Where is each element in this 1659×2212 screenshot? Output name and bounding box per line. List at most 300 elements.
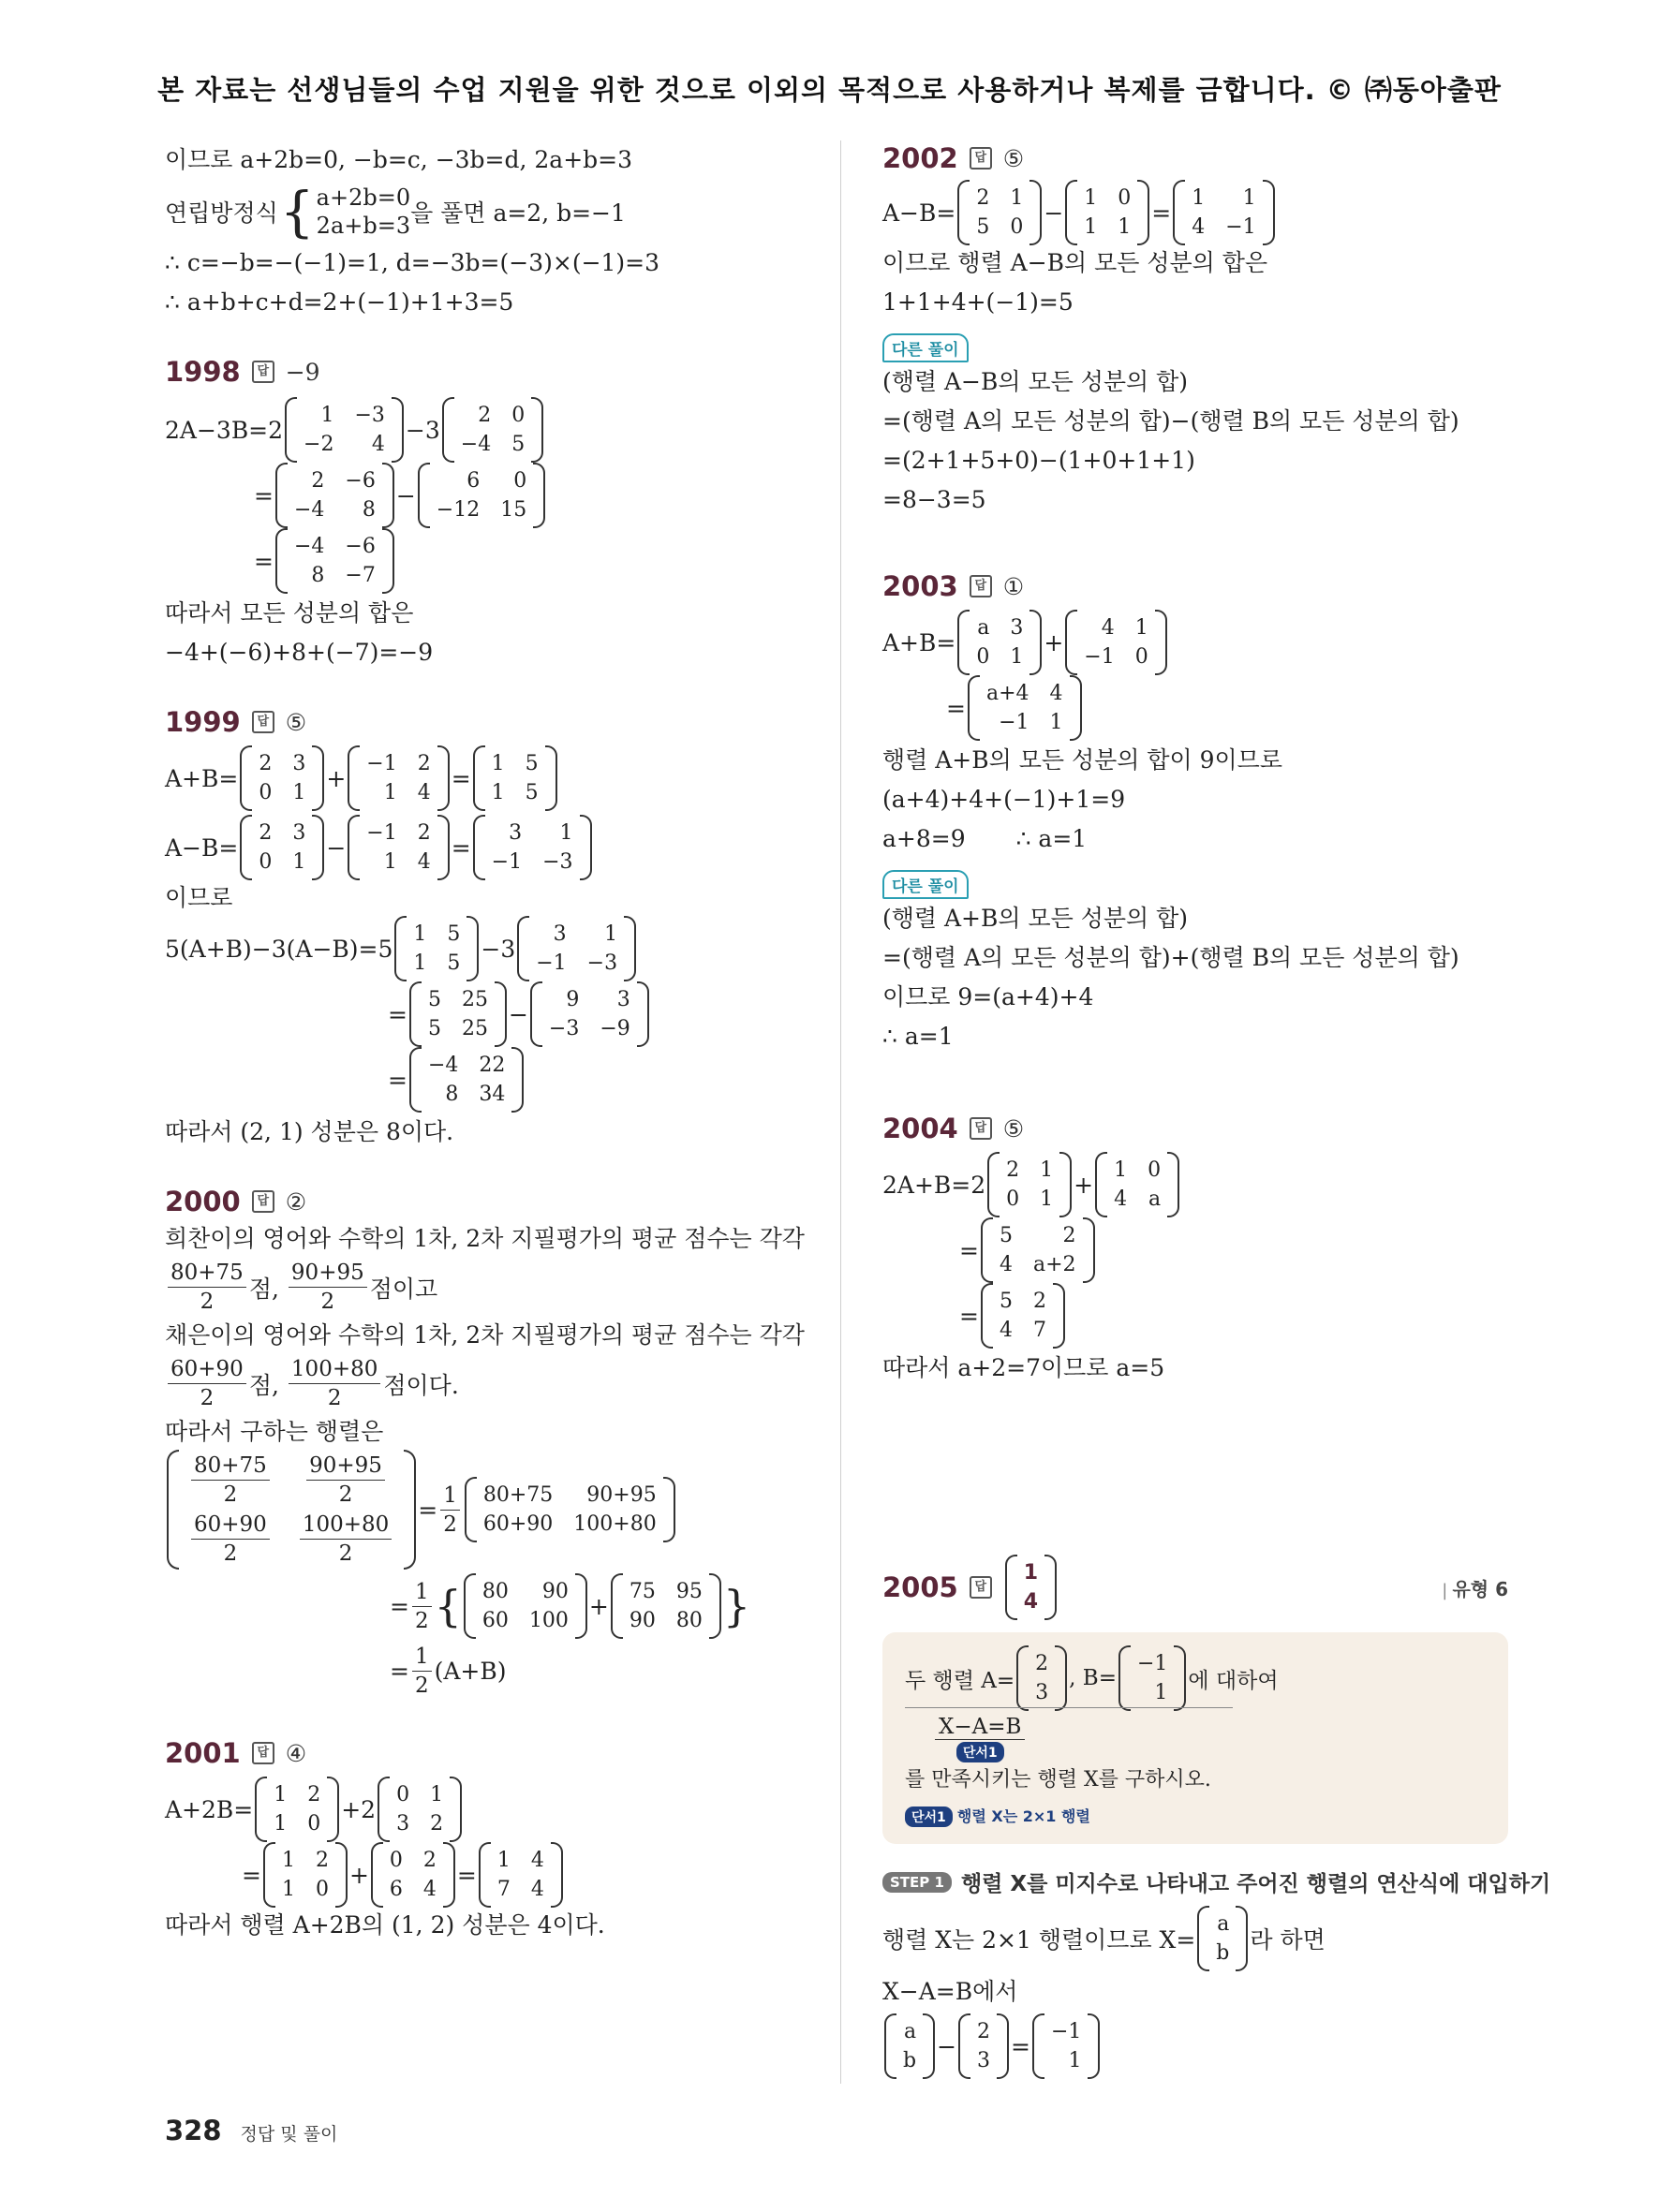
expr: A−B= xyxy=(165,833,239,862)
matrix xyxy=(473,815,592,880)
math-row xyxy=(882,1906,1326,1971)
fraction: $\frac{60+90}{2}$ xyxy=(191,1512,270,1566)
matrix-cell: 1 xyxy=(413,951,427,975)
equals: = xyxy=(451,764,471,792)
matrix-cell: 1 xyxy=(1134,616,1148,640)
math-row xyxy=(165,815,802,880)
text: 두 행렬 A= xyxy=(905,1668,1015,1693)
matrix-cell: 2 xyxy=(417,821,431,845)
problem-2005-header xyxy=(882,1555,1508,1620)
matrix-cell: a xyxy=(1148,1187,1162,1211)
equals: = xyxy=(390,1592,409,1620)
math-row xyxy=(882,180,1519,245)
matrix-cell: 0 xyxy=(1118,186,1132,210)
answer-icon: 답 xyxy=(252,1190,274,1213)
matrix-cell: −1 xyxy=(1051,2020,1082,2043)
matrix-cell: 1 xyxy=(496,1849,511,1872)
expr: (A+B) xyxy=(434,1658,507,1685)
matrix-cell: 22 xyxy=(479,1054,506,1077)
expr: A+B= xyxy=(165,764,239,792)
equals: = xyxy=(959,1236,979,1264)
matrix-cell: 4 xyxy=(999,1319,1013,1342)
math-row xyxy=(959,1217,1519,1283)
answer-icon: 답 xyxy=(970,1117,992,1140)
problem-2000-header xyxy=(165,1186,802,1217)
problem-1999-header xyxy=(165,706,802,738)
matrix-cell: a xyxy=(977,616,990,640)
hint-badge: 단서1 xyxy=(956,1742,1004,1762)
matrix xyxy=(240,745,324,811)
matrix-cell: 2 xyxy=(430,1812,444,1836)
matrix xyxy=(1065,610,1166,675)
answer-icon: 답 xyxy=(252,711,274,733)
left-column xyxy=(165,140,805,1939)
matrix-cell: 1 xyxy=(1023,1561,1039,1585)
equation-system xyxy=(278,180,411,243)
matrix-cell: 9 xyxy=(566,988,580,1011)
text: 점이고 xyxy=(369,1275,438,1303)
text-line: 희찬이의 영어와 수학의 1차, 2차 지필평가의 평균 점수는 각각 xyxy=(165,1225,805,1252)
matrix-cell: −1 xyxy=(999,711,1029,734)
problem-number: 2002 xyxy=(882,142,958,174)
text: 라 하면 xyxy=(1250,1926,1326,1954)
matrix-cell: 1 xyxy=(281,1878,295,1901)
matrix-cell: −3 xyxy=(354,404,385,427)
matrix xyxy=(263,1842,348,1908)
matrix xyxy=(442,397,543,463)
matrix-cell: 1 xyxy=(430,1783,444,1806)
matrix-cell: 2 xyxy=(259,821,273,845)
matrix-cell: −2 xyxy=(304,433,334,456)
problem-2004-header xyxy=(882,1113,1519,1144)
matrix xyxy=(530,981,649,1047)
matrix xyxy=(394,916,479,981)
minus: − xyxy=(1044,199,1064,227)
matrix-cell: 5 xyxy=(511,433,526,456)
matrix-cell: 3 xyxy=(509,821,523,845)
matrix-cell: −6 xyxy=(345,535,376,558)
math-row xyxy=(165,1450,802,1570)
matrix-cell: 2 xyxy=(417,752,431,775)
matrix-cell: −1 xyxy=(366,821,397,845)
matrix-cell: 4 xyxy=(422,1878,437,1901)
matrix-cell: b xyxy=(1216,1941,1230,1965)
problem-2001-header xyxy=(165,1737,802,1769)
matrix-cell: 1 xyxy=(1010,645,1024,669)
equals: = xyxy=(451,833,471,862)
matrix-cell: 1 xyxy=(281,1849,295,1872)
matrix-cell: 0 xyxy=(259,850,273,874)
math-row xyxy=(165,745,802,811)
matrix-cell: 1 xyxy=(1049,711,1063,734)
fraction: $\frac{1}{2}$ xyxy=(412,1644,432,1698)
matrix-cell: 2 xyxy=(1062,1224,1076,1247)
problem-2003-header xyxy=(882,570,1519,602)
text-line: =8−3=5 xyxy=(882,486,986,513)
matrix-cell: a xyxy=(1217,1912,1230,1936)
math-row xyxy=(165,397,802,463)
text-line: 따라서 (2, 1) 성분은 8이다. xyxy=(165,1118,454,1145)
fraction-matrix xyxy=(167,1450,416,1570)
matrix-cell: 5 xyxy=(999,1224,1013,1247)
fraction: $\frac{1}{2}$ xyxy=(440,1483,460,1537)
matrix-cell: 1 xyxy=(1192,186,1206,210)
brace: { xyxy=(434,1581,462,1631)
matrix xyxy=(348,745,449,811)
matrix-cell: 0 xyxy=(389,1849,403,1872)
matrix-cell: 1 xyxy=(383,781,397,804)
problem-1998-header xyxy=(165,356,802,388)
text-line xyxy=(882,825,1519,853)
equals: = xyxy=(242,1861,261,1889)
box-line-3: 를 만족시키는 행렬 X를 구하시오. xyxy=(905,1768,1211,1792)
matrix-cell: 60 xyxy=(481,1609,509,1632)
equals: = xyxy=(1151,199,1172,227)
matrix-cell: 34 xyxy=(479,1083,506,1106)
expr: A+2B= xyxy=(165,1795,254,1823)
matrix-cell: 0 xyxy=(396,1783,410,1806)
matrix-cell: 1 xyxy=(491,752,505,775)
matrix xyxy=(958,2013,1009,2079)
matrix xyxy=(1173,180,1274,245)
box-underline xyxy=(905,1707,1233,1708)
equals: = xyxy=(456,1861,477,1889)
matrix-cell: 1 xyxy=(1242,186,1256,210)
expr: 5(A+B)−3(A−B)=5 xyxy=(165,935,393,963)
matrix-cell: 100+80 xyxy=(573,1512,657,1536)
matrix-cell: 4 xyxy=(417,850,431,874)
minus: − xyxy=(508,1000,528,1028)
math-row xyxy=(882,2013,1102,2079)
math-row xyxy=(242,1842,802,1908)
text-line: (a+4)+4+(−1)+1=9 xyxy=(882,786,1126,813)
minus: − xyxy=(395,481,416,509)
matrix xyxy=(285,397,404,463)
matrix-cell: 1 xyxy=(292,781,306,804)
problem-2005-title xyxy=(882,1555,1059,1620)
matrix-cell: 95 xyxy=(675,1580,703,1603)
text: , B= xyxy=(1069,1666,1117,1690)
matrix-cell: −4 xyxy=(460,433,492,456)
text-line: 이므로 9=(a+4)+4 xyxy=(882,983,1094,1010)
matrix xyxy=(409,1047,524,1113)
intro-system-label: 연립방정식 xyxy=(165,199,278,227)
plus: + xyxy=(326,764,347,792)
matrix-cell: 1 xyxy=(604,922,618,946)
matrix-cell: 5 xyxy=(447,922,461,946)
text-line: =(행렬 A의 모든 성분의 합)+(행렬 B의 모든 성분의 합) xyxy=(882,944,1459,971)
text-line: =(2+1+5+0)−(1+0+1+1) xyxy=(882,447,1195,474)
plus: + xyxy=(1074,1171,1094,1199)
matrix-cell: 4 xyxy=(1023,1590,1039,1614)
matrix-cell: 0 xyxy=(513,469,527,493)
matrix-cell: 5 xyxy=(525,781,539,804)
matrix-cell: 80+75 xyxy=(482,1483,554,1507)
matrix xyxy=(409,981,507,1047)
matrix-cell: 0 xyxy=(1134,645,1148,669)
minus: − xyxy=(326,833,347,862)
matrix-cell: 1 xyxy=(274,1783,288,1806)
matrix-cell: 15 xyxy=(500,498,527,522)
expr: −3 xyxy=(405,416,440,444)
matrix-cell: −1 xyxy=(1136,1652,1168,1675)
matrix-cell: 2 xyxy=(315,1849,329,1872)
matrix-cell: 5 xyxy=(525,752,539,775)
separator: | xyxy=(1442,1580,1448,1600)
text-line: 채은이의 영어와 수학의 1차, 2차 지필평가의 평균 점수는 각각 xyxy=(165,1321,805,1349)
matrix-cell: 4 xyxy=(417,781,431,804)
matrix-cell: 2 xyxy=(1006,1158,1020,1182)
matrix-cell: 0 xyxy=(1148,1158,1162,1182)
page-label: 정답 및 풀이 xyxy=(240,2124,338,2145)
matrix xyxy=(465,1477,675,1542)
expr: A+B= xyxy=(882,628,956,656)
expr: −3 xyxy=(481,935,516,963)
matrix xyxy=(611,1573,721,1639)
matrix-cell: 5 xyxy=(999,1290,1013,1313)
problem-number: 1999 xyxy=(165,706,241,738)
matrix-cell: 100 xyxy=(528,1609,569,1632)
matrix-cell: −1 xyxy=(366,752,397,775)
matrix xyxy=(240,815,324,880)
text-line: 따라서 a+2=7이므로 a=5 xyxy=(882,1354,1165,1381)
text: 점, xyxy=(248,1275,279,1303)
problem-2002-header xyxy=(882,142,1519,174)
expr: ∴ a=1 xyxy=(1015,825,1088,852)
problem-number: 2000 xyxy=(165,1186,241,1217)
equals: = xyxy=(388,1066,407,1094)
matrix-cell: 1 xyxy=(1010,186,1024,210)
answer-value: ⑤ xyxy=(1002,1114,1025,1143)
math-row xyxy=(165,1777,802,1842)
text-line: 1+1+4+(−1)=5 xyxy=(882,288,1074,316)
answer-icon: 답 xyxy=(970,575,992,597)
matrix-cell: 4 xyxy=(371,433,385,456)
matrix-cell: 7 xyxy=(496,1878,511,1901)
matrix-cell: 3 xyxy=(292,821,306,845)
matrix-cell: 2 xyxy=(307,1783,321,1806)
text-line: 행렬 A+B의 모든 성분의 합이 9이므로 xyxy=(882,746,1282,774)
matrix xyxy=(371,1842,455,1908)
matrix xyxy=(275,463,394,528)
matrix-cell: 1 xyxy=(1154,1681,1168,1704)
matrix-cell: 6 xyxy=(467,469,481,493)
matrix-cell: 3 xyxy=(553,922,567,946)
matrix-cell: 1 xyxy=(559,821,573,845)
alt-solution-badge: 다른 풀이 xyxy=(882,870,969,899)
equals: = xyxy=(254,547,274,575)
expr: A−B= xyxy=(882,199,956,227)
expr: 2A+B=2 xyxy=(882,1171,986,1199)
answer-icon: 답 xyxy=(252,1742,274,1764)
text-line: 따라서 모든 성분의 합은 xyxy=(165,599,414,627)
math-row xyxy=(165,1357,802,1410)
step-1 xyxy=(882,1866,1550,1897)
problem-box xyxy=(882,1632,1508,1844)
matrix-cell: 8 xyxy=(311,564,325,587)
intro-system xyxy=(165,180,802,243)
matrix-cell: −3 xyxy=(548,1017,580,1040)
matrix-cell: 1 xyxy=(1114,1158,1128,1182)
answer-value: ② xyxy=(285,1187,307,1216)
fraction: $\frac{60+90}{2}$ xyxy=(168,1357,246,1410)
matrix-cell: 1 xyxy=(383,850,397,874)
matrix xyxy=(479,1842,563,1908)
matrix-cell: 0 xyxy=(259,781,273,804)
text-line: 따라서 구하는 행렬은 xyxy=(165,1418,384,1445)
math-row xyxy=(388,1047,802,1113)
matrix-cell: 5 xyxy=(427,1017,441,1040)
matrix-cell: 80 xyxy=(675,1609,703,1632)
matrix-cell: 1 xyxy=(1040,1158,1054,1182)
equals: = xyxy=(418,1496,438,1524)
matrix-cell: 25 xyxy=(461,988,488,1011)
matrix-cell: 90 xyxy=(629,1609,656,1632)
matrix-cell: 1 xyxy=(320,404,334,427)
intro-system-result: 을 풀면 a=2, b=−1 xyxy=(410,199,626,227)
matrix-cell: 0 xyxy=(315,1878,329,1901)
matrix xyxy=(378,1777,462,1842)
matrix-cell: 3 xyxy=(1010,616,1024,640)
matrix-cell: 75 xyxy=(629,1580,656,1603)
matrix-cell: 5 xyxy=(447,951,461,975)
fraction: $\frac{90+95}{2}$ xyxy=(300,1453,392,1507)
matrix xyxy=(464,1573,587,1639)
text-line: =(행렬 A의 모든 성분의 합)−(행렬 B의 모든 성분의 합) xyxy=(882,407,1459,435)
matrix-cell: 2 xyxy=(977,2020,991,2043)
matrix-cell: 90 xyxy=(541,1580,569,1603)
answer-icon: 답 xyxy=(970,147,992,170)
step-badge: STEP 1 xyxy=(882,1872,952,1893)
matrix-cell: 80 xyxy=(481,1580,509,1603)
minus: − xyxy=(937,2032,957,2060)
matrix xyxy=(1005,1555,1057,1620)
problem-number: 1998 xyxy=(165,356,241,388)
answer-value: ⑤ xyxy=(1002,144,1025,172)
fraction: $\frac{90+95}{2}$ xyxy=(289,1261,367,1314)
page-footer xyxy=(165,2115,337,2146)
matrix xyxy=(1016,1645,1067,1711)
matrix-cell: −9 xyxy=(600,1017,630,1040)
math-row xyxy=(388,981,802,1047)
matrix xyxy=(957,610,1042,675)
math-row xyxy=(882,1152,1519,1217)
matrix-cell: 1 xyxy=(1084,186,1098,210)
matrix-cell: 0 xyxy=(1006,1187,1020,1211)
math-row xyxy=(959,1283,1519,1349)
matrix xyxy=(517,916,636,981)
matrix xyxy=(418,463,545,528)
answer-icon: 답 xyxy=(970,1576,992,1599)
answer-value: ① xyxy=(1002,572,1025,600)
equals: = xyxy=(946,694,966,722)
matrix xyxy=(473,745,557,811)
matrix xyxy=(1065,180,1149,245)
math-row xyxy=(946,675,1519,741)
matrix-cell: 8 xyxy=(362,498,376,522)
fraction: $\frac{80+75}{2}$ xyxy=(191,1453,270,1507)
math-row xyxy=(254,528,802,594)
plus: + xyxy=(1044,628,1064,656)
matrix-cell: 25 xyxy=(461,1017,488,1040)
matrix-cell: −1 xyxy=(491,850,523,874)
type-label: 유형 6 xyxy=(1452,1577,1508,1600)
copyright-banner: 본 자료는 선생님들의 수업 지원을 위한 것으로 이외의 목적으로 사용하거나 복제를 금합니다. © ㈜동아출판 xyxy=(157,74,1502,106)
hint-text: 행렬 X는 2×1 행렬 xyxy=(956,1807,1090,1825)
matrix-cell: 0 xyxy=(1010,215,1024,239)
text-line: 이므로 xyxy=(165,884,233,911)
plus: + xyxy=(588,1592,609,1620)
matrix xyxy=(968,675,1082,741)
matrix-cell: 3 xyxy=(1035,1681,1049,1704)
matrix-cell: 4 xyxy=(1192,215,1206,239)
matrix-cell: 1 xyxy=(1084,215,1098,239)
matrix-cell: 4 xyxy=(1101,616,1115,640)
matrix-cell: −4 xyxy=(293,535,325,558)
matrix-cell: −4 xyxy=(427,1054,459,1077)
alt-solution-badge: 다른 풀이 xyxy=(882,333,969,362)
matrix xyxy=(1095,1152,1179,1217)
type-tag xyxy=(1442,1574,1508,1601)
matrix-cell: 2 xyxy=(422,1849,437,1872)
system-brace: { xyxy=(279,180,315,243)
fraction: $\frac{1}{2}$ xyxy=(412,1580,432,1633)
matrix-cell: 2 xyxy=(976,186,990,210)
matrix-cell: 0 xyxy=(511,404,526,427)
matrix xyxy=(987,1152,1072,1217)
intro-line-1: 이므로 a+2b=0, −b=c, −3b=d, 2a+b=3 xyxy=(165,146,633,173)
matrix-cell: b xyxy=(903,2049,917,2072)
matrix-cell: 5 xyxy=(976,215,990,239)
matrix-cell: 1 xyxy=(413,922,427,946)
matrix-cell: −6 xyxy=(345,469,376,493)
expr: 2A−3B=2 xyxy=(165,416,284,444)
matrix-cell: 1 xyxy=(292,850,306,874)
matrix-cell: −3 xyxy=(586,951,618,975)
matrix-cell: 5 xyxy=(427,988,441,1011)
box-hint-line xyxy=(905,1805,1090,1827)
math-row xyxy=(165,1261,802,1314)
matrix-cell: 1 xyxy=(1068,2049,1082,2072)
matrix-cell: 3 xyxy=(616,988,630,1011)
text-line: 이므로 행렬 A−B의 모든 성분의 합은 xyxy=(882,249,1268,276)
problem-number: 2001 xyxy=(165,1737,241,1769)
matrix xyxy=(1032,2013,1100,2079)
matrix-cell: 4 xyxy=(999,1253,1013,1276)
matrix-cell: −3 xyxy=(542,850,573,874)
equals: = xyxy=(1011,2032,1030,2060)
matrix-cell: 3 xyxy=(396,1812,410,1836)
equals: = xyxy=(959,1302,979,1330)
matrix-cell: a+4 xyxy=(985,682,1029,705)
matrix-cell: a+2 xyxy=(1032,1253,1076,1276)
system-row-1: a+2b=0 xyxy=(316,184,411,211)
text-line: X−A=B에서 xyxy=(882,1978,1018,2005)
equals: = xyxy=(388,1000,407,1028)
column-divider xyxy=(840,140,841,2084)
matrix-cell: 2 xyxy=(259,752,273,775)
equals: = xyxy=(390,1658,409,1685)
step-text: 행렬 X를 미지수로 나타내고 주어진 행렬의 연산식에 대입하기 xyxy=(960,1872,1551,1896)
fraction: $\frac{80+75}{2}$ xyxy=(168,1261,246,1314)
matrix-cell: 4 xyxy=(1049,682,1063,705)
intro-line-3: ∴ c=−b=−(−1)=1, d=−3b=(−3)×(−1)=3 xyxy=(165,249,660,276)
matrix-cell: −1 xyxy=(1084,645,1115,669)
matrix-cell: a xyxy=(903,2020,917,2043)
problem-number: 2003 xyxy=(882,570,958,602)
matrix-cell: 0 xyxy=(307,1812,321,1836)
matrix-cell: −1 xyxy=(536,951,567,975)
